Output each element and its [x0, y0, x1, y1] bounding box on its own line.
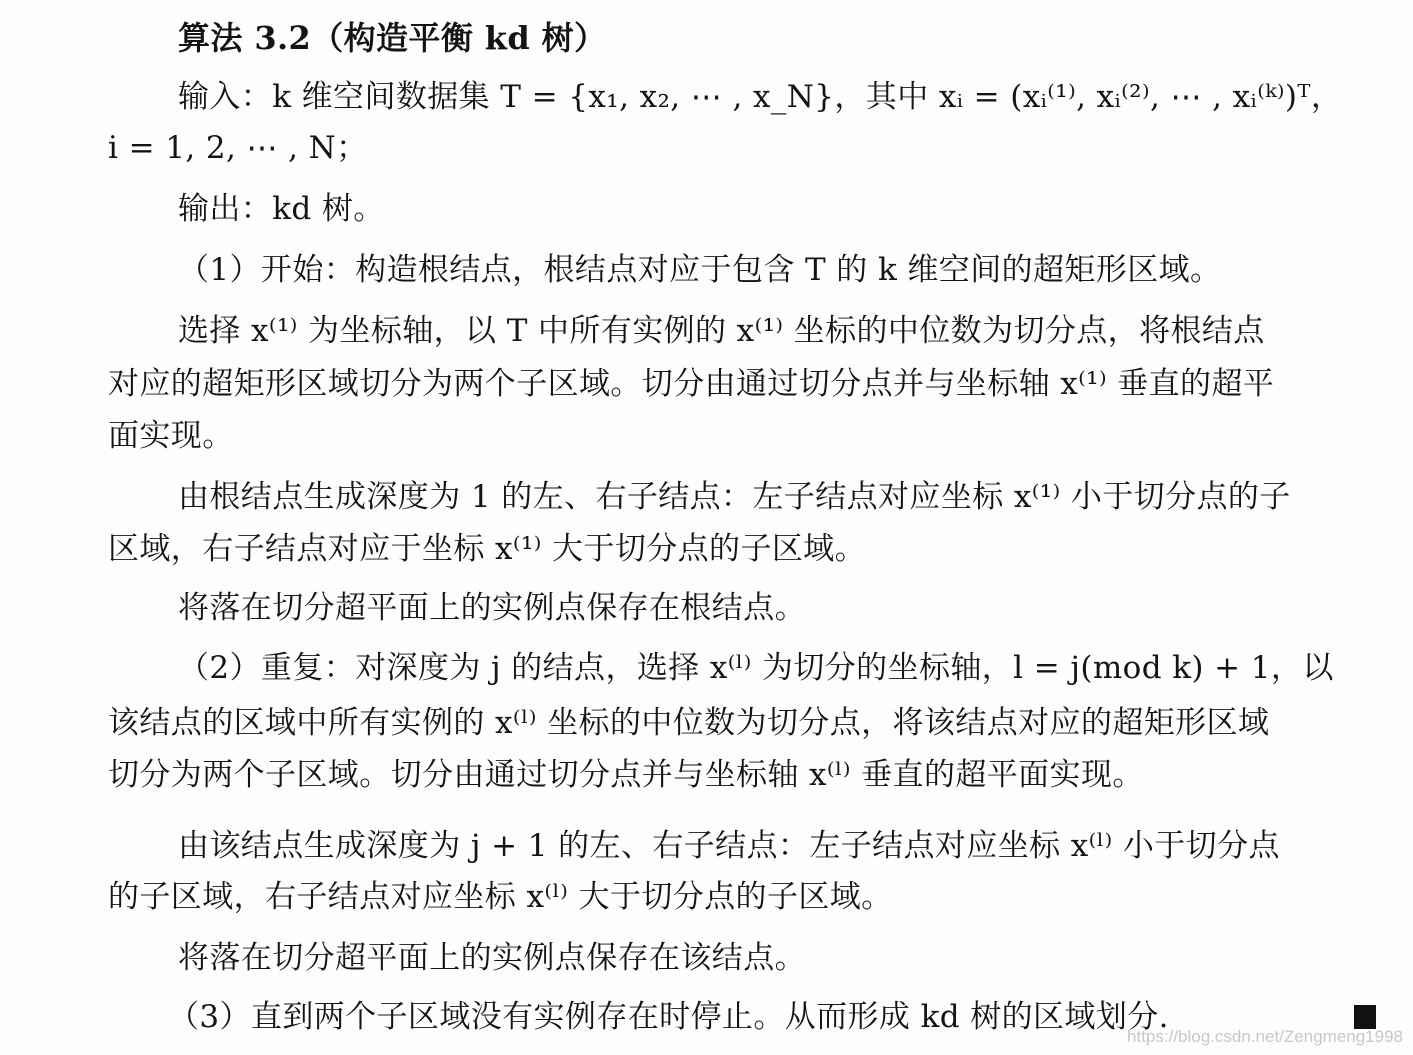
- step-2-line-1: （2）重复：对深度为 j 的结点，选择 x⁽ˡ⁾ 为切分的坐标轴，l = j(mod k) + 1，以: [178, 650, 1334, 686]
- step-2-store: 将落在切分超平面上的实例点保存在该结点。: [178, 940, 806, 976]
- step-2-line-3: 切分为两个子区域。切分由通过切分点并与坐标轴 x⁽ˡ⁾ 垂直的超平面实现。: [108, 757, 1144, 793]
- step-1-children-line-2: 区域，右子结点对应于坐标 x⁽¹⁾ 大于切分点的子区域。: [108, 531, 867, 567]
- step-3: （3）直到两个子区域没有实例存在时停止。从而形成 kd 树的区域划分.: [168, 999, 1169, 1035]
- input-line-1: 输入：k 维空间数据集 T = {x₁, x₂, ⋯ , x_N}，其中 xᵢ = (xᵢ⁽¹⁾, xᵢ⁽²⁾, ⋯ , xᵢ⁽ᵏ⁾)ᵀ，: [178, 79, 1343, 115]
- step-1-select-line-2: 对应的超矩形区域切分为两个子区域。切分由通过切分点并与坐标轴 x⁽¹⁾ 垂直的超平: [108, 366, 1275, 402]
- step-2-line-2: 该结点的区域中所有实例的 x⁽ˡ⁾ 坐标的中位数为切分点，将该结点对应的超矩形区域: [108, 705, 1270, 741]
- step-1: （1）开始：构造根结点，根结点对应于包含 T 的 k 维空间的超矩形区域。: [178, 252, 1222, 288]
- end-of-proof-square-icon: [1354, 1005, 1376, 1029]
- input-line-2: i = 1, 2, ⋯ , N；: [108, 130, 368, 166]
- step-1-store: 将落在切分超平面上的实例点保存在根结点。: [178, 590, 806, 626]
- watermark: https://blog.csdn.net/Zengmeng1998: [1127, 1027, 1403, 1046]
- step-2-children-line-2: 的子区域，右子结点对应坐标 x⁽ˡ⁾ 大于切分点的子区域。: [108, 879, 893, 915]
- step-1-children-line-1: 由根结点生成深度为 1 的左、右子结点：左子结点对应坐标 x⁽¹⁾ 小于切分点的子: [178, 479, 1291, 515]
- step-2-children-line-1: 由该结点生成深度为 j + 1 的左、右子结点：左子结点对应坐标 x⁽ˡ⁾ 小于切分点: [178, 828, 1280, 864]
- algorithm-title: 算法 3.2（构造平衡 kd 树）: [178, 19, 607, 57]
- output-line: 输出：kd 树。: [178, 191, 385, 227]
- step-1-select-line-3: 面实现。: [108, 418, 234, 454]
- step-1-select-line-1: 选择 x⁽¹⁾ 为坐标轴，以 T 中所有实例的 x⁽¹⁾ 坐标的中位数为切分点，将根结点: [178, 313, 1265, 349]
